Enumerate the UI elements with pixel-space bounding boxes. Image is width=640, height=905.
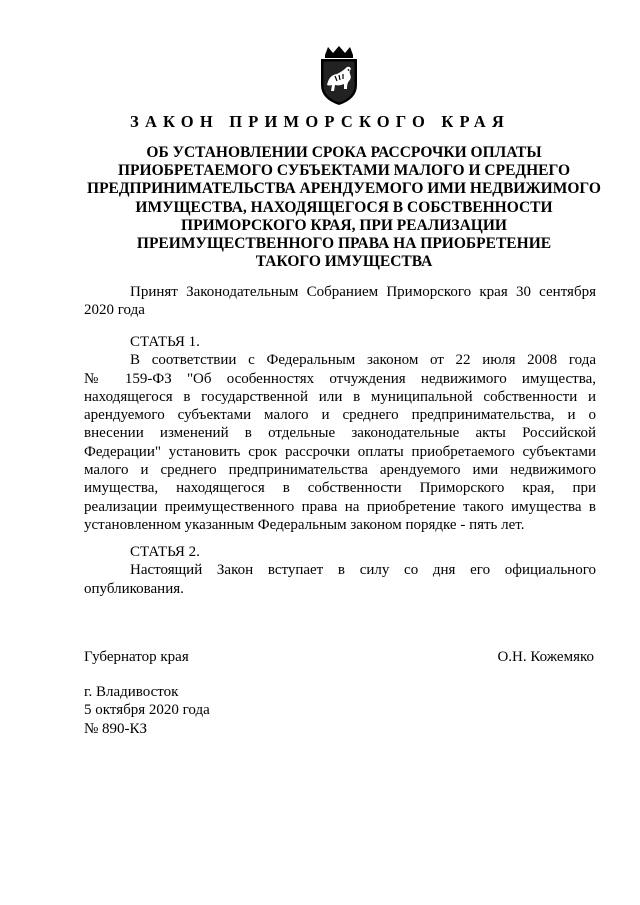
- article-1-line: арендуемого субъектами малого и среднего предпринимательства, и о: [84, 407, 596, 424]
- adoption-line: Принят Законодательным Собранием Приморского края 30 сентября: [130, 284, 596, 300]
- law-title-line: ПРЕДПРИНИМАТЕЛЬСТВА АРЕНДУЕМОГО ИМИ НЕДВИЖИМОГО: [87, 180, 601, 198]
- signatory-position: Губернатор края: [84, 649, 189, 665]
- document-footer: [84, 683, 210, 738]
- article-2-line: Настоящий Закон вступает в силу со дня его официального: [130, 562, 596, 579]
- article-1-line: № 159-ФЗ "Об особенностях отчуждения недвижимого имущества,: [84, 370, 596, 387]
- law-title-line: ТАКОГО ИМУЩЕСТВА: [255, 253, 433, 271]
- article-1: [84, 333, 596, 534]
- article-1-heading: СТАТЬЯ 1.: [130, 334, 200, 350]
- article-1-line: внесении изменений в отдельные законодательные акты Российской: [84, 425, 596, 442]
- article-2: [84, 543, 596, 598]
- article-1-line: реализации преимущественного права на приобретение такого имущества в: [84, 498, 596, 515]
- article-2-heading: СТАТЬЯ 2.: [130, 544, 200, 560]
- article-1-line: В соответствии с Федеральным законом от 22 июля 2008 года: [130, 352, 596, 369]
- article-1-line: установленном указанным Федеральным законом порядке - пять лет.: [84, 516, 525, 533]
- law-title-line: ИМУЩЕСТВА, НАХОДЯЩЕГОСЯ В СОБСТВЕННОСТИ: [135, 198, 553, 216]
- law-title-line: ПРИМОРСКОГО КРАЯ, ПРИ РЕАЛИЗАЦИИ: [181, 216, 507, 234]
- law-number: № 890-КЗ: [84, 720, 148, 737]
- adoption-note: [84, 283, 596, 320]
- signatory-name: О.Н. Кожемяко: [497, 649, 594, 665]
- coat-of-arms-icon: [313, 45, 365, 107]
- article-1-line: находящегося в государственной или в муниципальной собственности и: [84, 388, 596, 405]
- article-1-line: малого и среднего предпринимательства арендуемого ими недвижимого: [84, 462, 596, 479]
- law-heading: ЗАКОН ПРИМОРСКОГО КРАЯ: [130, 112, 510, 131]
- adoption-line: 2020 года: [84, 302, 145, 319]
- law-title-line: ОБ УСТАНОВЛЕНИИ СРОКА РАССРОЧКИ ОПЛАТЫ: [146, 144, 542, 161]
- article-1-line: имущества, находящегося в собственности Приморского края, при: [84, 480, 596, 497]
- law-title: [84, 144, 604, 271]
- signing-date: 5 октября 2020 года: [84, 702, 210, 719]
- article-2-line: опубликования.: [84, 580, 184, 597]
- law-title-line: ПРЕИМУЩЕСТВЕННОГО ПРАВА НА ПРИОБРЕТЕНИЕ: [136, 235, 552, 253]
- signing-city: г. Владивосток: [84, 684, 179, 700]
- article-1-line: Федерации" установить срок рассрочки оплаты приобретаемого субъектами: [84, 443, 596, 460]
- law-title-line: ПРИОБРЕТАЕМОГО СУБЪЕКТАМИ МАЛОГО И СРЕДНЕГО: [117, 162, 571, 180]
